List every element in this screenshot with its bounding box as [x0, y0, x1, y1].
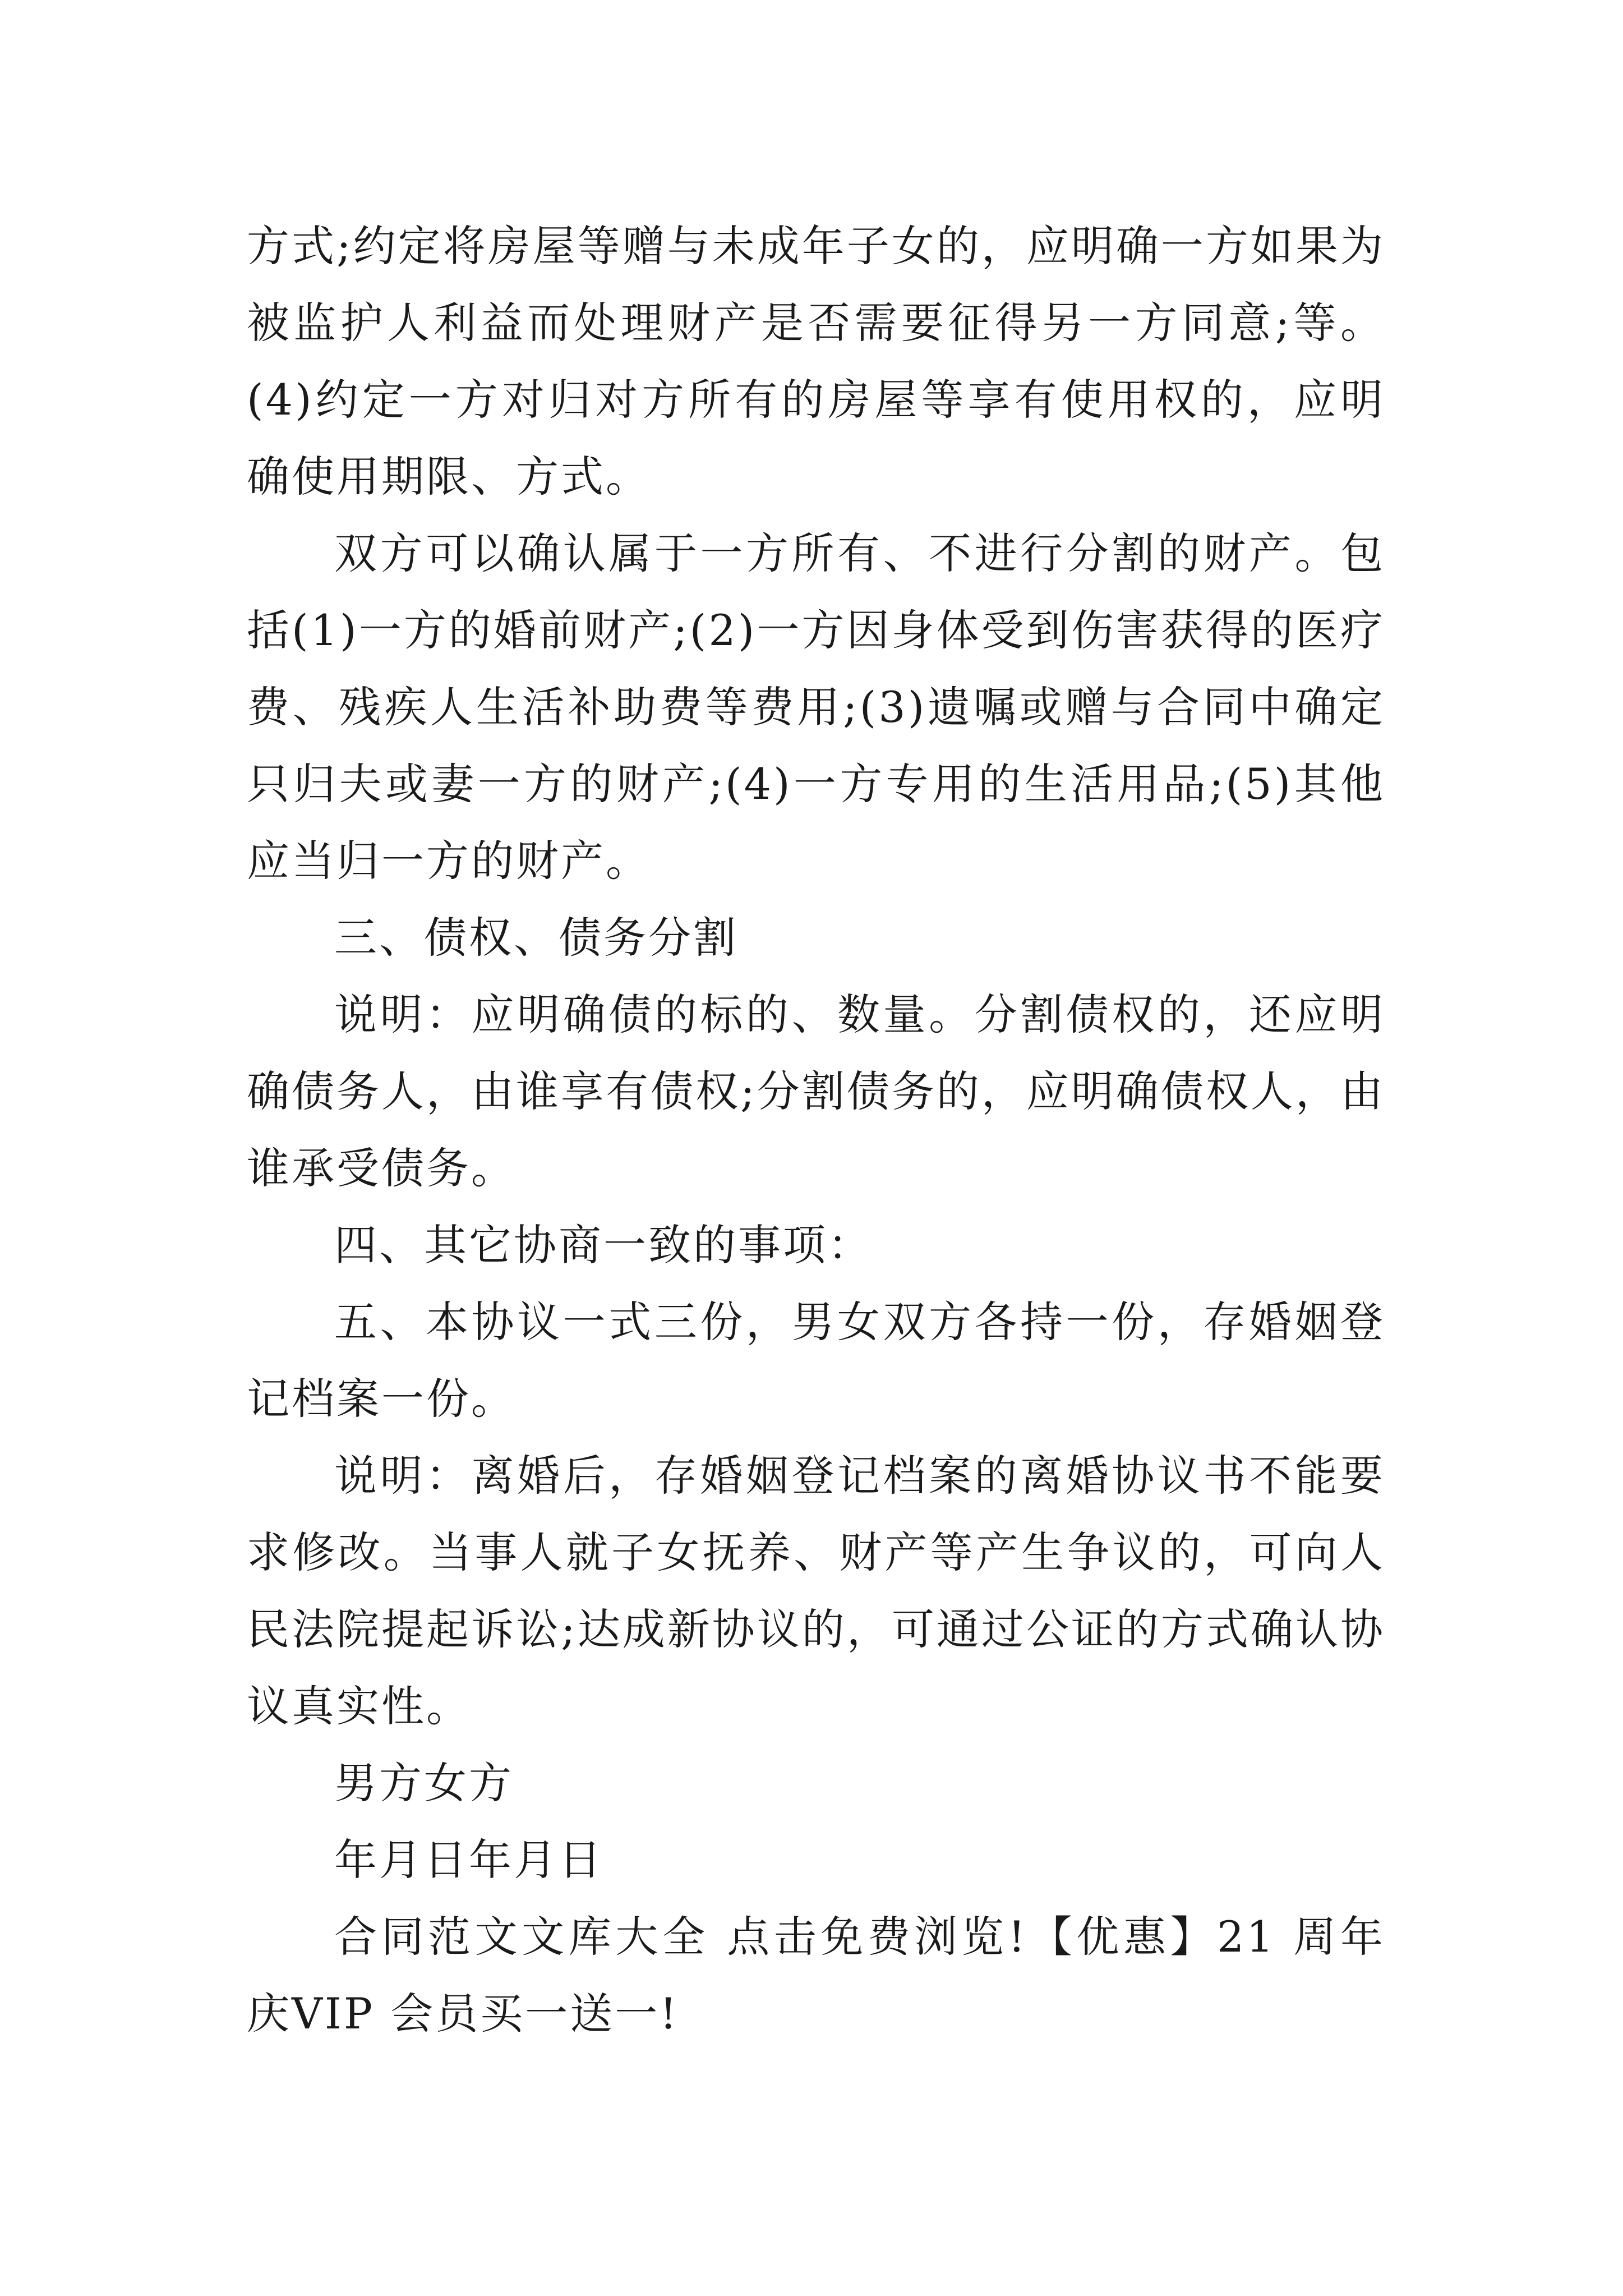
document-body: [247, 208, 1385, 2052]
paragraph-post-divorce-explanation: 说明：离婚后，存婚姻登记档案的离婚协议书不能要求修改。当事人就子女抚养、财产等产生争议的，可向人民法院提起诉讼;达成新协议的，可通过公证的方式确认协议真实性。: [247, 1451, 1385, 1731]
promo-link-paragraph[interactable]: 合同范文文库大全 点击免费浏览!【优惠】21 周年庆VIP 会员买一送一!: [247, 1912, 1385, 2039]
paragraph-separate-property: 双方可以确认属于一方所有、不进行分割的财产。包括(1)一方的婚前财产;(2)一方因身体受到伤害获得的医疗费、残疾人生活补助费等费用;(3)遗嘱或赠与合同中确定只归夫或妻一方的财产;(4)一方专用的生活用品;(5)其他应当归一方的财产。: [247, 528, 1385, 886]
signature-parties-line: 男方女方: [334, 1758, 514, 1808]
signature-date-line: 年月日年月日: [334, 1835, 603, 1885]
paragraph-debt-explanation: 说明：应明确债的标的、数量。分割债权的，还应明确债务人，由谁享有债权;分割债务的，应明确债权人，由谁承受债务。: [247, 990, 1385, 1193]
paragraph-copies: 五、本协议一式三份，男女双方各持一份，存婚姻登记档案一份。: [247, 1297, 1385, 1424]
heading-debt-division: 三、债权、债务分割: [334, 913, 738, 963]
paragraph-property-use-rights: 方式;约定将房屋等赠与未成年子女的，应明确一方如果为被监护人利益而处理财产是否需要征得另一方同意;等。(4)约定一方对归对方所有的房屋等享有使用权的，应明确使用期限、方式。: [247, 221, 1385, 501]
heading-other-matters: 四、其它协商一致的事项：: [334, 1220, 873, 1270]
